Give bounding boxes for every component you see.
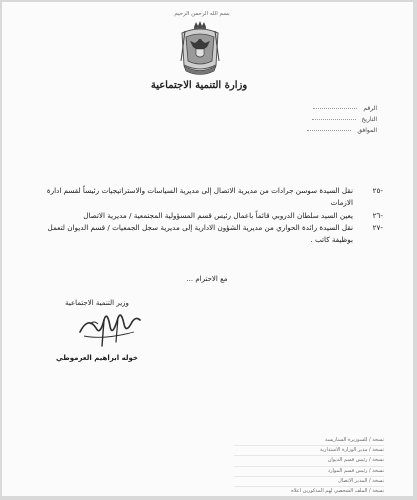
copy-line: نسخة / مدير الوزارة الاستدارية xyxy=(234,446,384,456)
reference-dots xyxy=(313,108,357,109)
item-number: -٢٧ xyxy=(372,223,383,232)
item-number: -٢٥ xyxy=(372,186,383,195)
copies-list xyxy=(234,436,384,496)
reference-field xyxy=(287,105,377,112)
list-item xyxy=(31,185,383,208)
copy-line: نسخة / رئيس قسم الموارد xyxy=(234,467,384,477)
signatory-name: خوله ابراهيم العرموطي xyxy=(56,354,138,362)
item-text: نقل السيدة سوسن جرادات من مديرية الاتصال إلى مديرية السياسات والاستراتيجيات رئيساً لقسم ادارة الازمات xyxy=(46,186,353,207)
copy-line: نسخة / الملف الشخصي لهم المذكورين اعلاه xyxy=(234,487,384,496)
copy-line: نسخة / رئيس قسم الديوان xyxy=(234,456,384,466)
reference-label: الرقم xyxy=(363,105,377,112)
signatory-title: وزير التنمية الاجتماعية xyxy=(65,299,129,307)
date-dots xyxy=(312,119,356,120)
jordan-coat-of-arms-icon xyxy=(176,21,224,79)
basmala: بسم الله الرحمن الرحيم xyxy=(174,11,230,17)
copy-line: نسخة / المدير الاتصال xyxy=(234,477,384,487)
closing-phrase: مع الاحترام ... xyxy=(186,275,228,283)
ministry-name: وزارة التنمية الاجتماعية xyxy=(150,80,248,91)
copy-line: نسخة / للسوزيرة الستاريسة xyxy=(234,436,384,446)
signature-image xyxy=(74,306,146,348)
item-number: -٢٦ xyxy=(372,211,383,220)
list-item xyxy=(31,210,383,222)
date-label: التاريخ xyxy=(361,116,377,123)
hijri-date-field xyxy=(287,127,377,134)
item-text: نقل السيدة رائدة الحواري من مديرية الشؤون الادارية إلى مديرية سجل الجمعيات / قسم الديوان لتعمل بوظيفة كاتب . xyxy=(47,223,353,244)
letter-page xyxy=(2,2,413,496)
date-field xyxy=(287,116,377,123)
list-item xyxy=(31,222,383,245)
item-text: يعين السيد سلطان الدروبي قائماً باعمال رئيس قسم المسؤولية المجتمعية / مديرية الاتصال xyxy=(83,211,353,220)
hijri-date-label: الموافق xyxy=(357,127,377,134)
hijri-date-dots xyxy=(307,130,351,131)
